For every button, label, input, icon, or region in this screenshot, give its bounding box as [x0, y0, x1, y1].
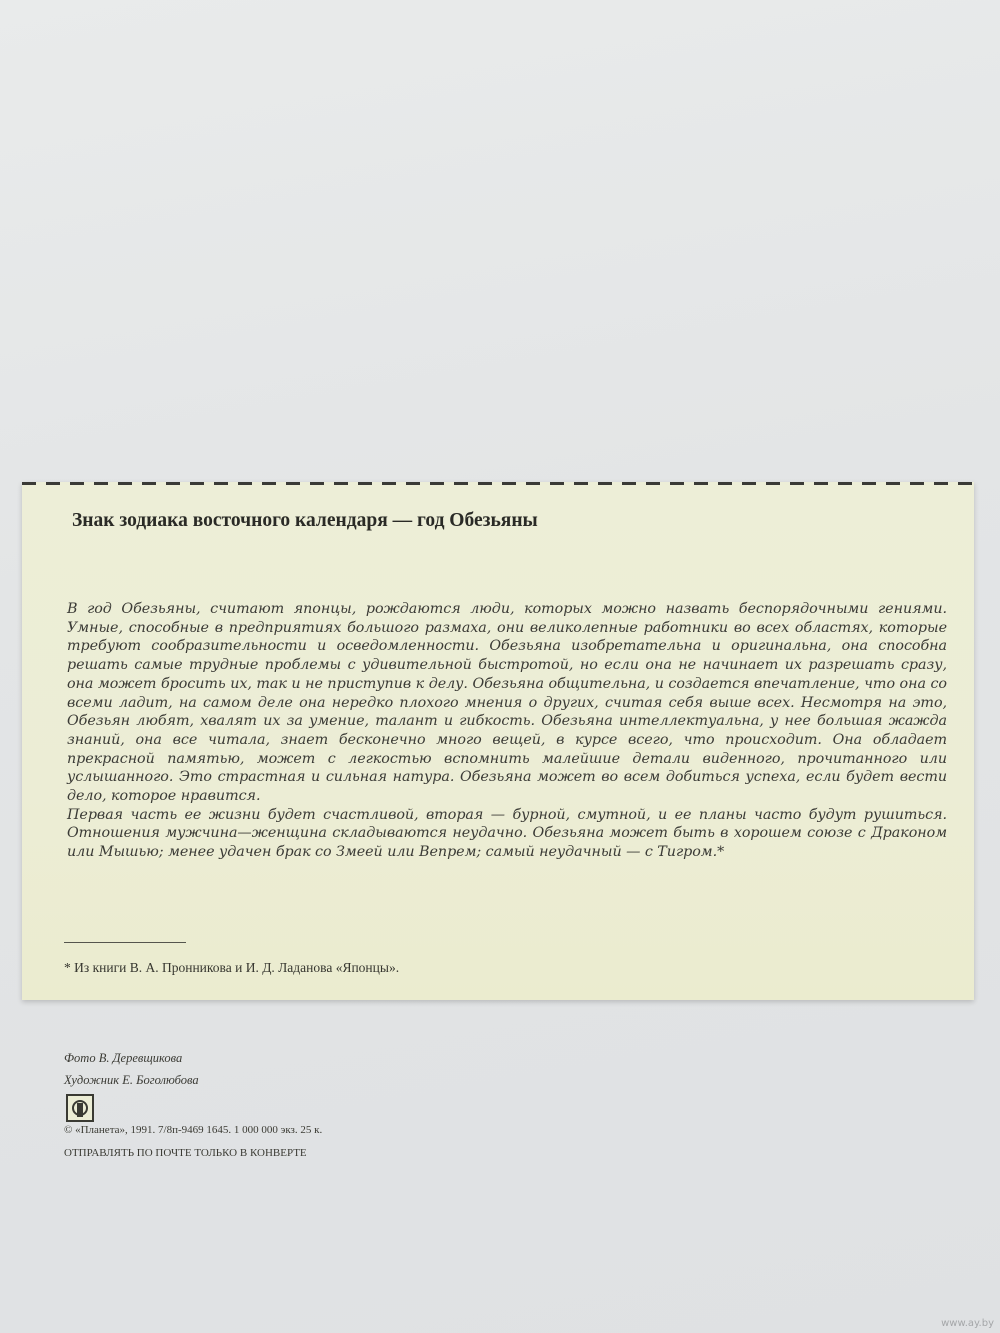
footnote-divider — [64, 942, 186, 943]
planeta-logo-icon — [66, 1094, 94, 1122]
perforation-line — [22, 482, 974, 485]
credits — [64, 1047, 199, 1091]
postcard-back — [22, 482, 974, 1159]
mailing-note: ОТПРАВЛЯТЬ ПО ПОЧТЕ ТОЛЬКО В КОНВЕРТЕ — [64, 1147, 307, 1159]
card-body-text — [67, 600, 947, 862]
photo-credit: Фото В. Деревщикова — [64, 1051, 183, 1065]
card-title: Знак зодиака восточного календаря — год Обезьяны — [72, 510, 538, 531]
body-paragraph-1: В год Обезьяны, считают японцы, рождаются люди, которых можно назвать беспорядочными гениями. Умные, способные в предприятиях большого размаха, они великолепные работники во всех областях, которые требуют сообразительности и осведомленности. Обезьяна изобретательна и оригинальна, она способна решать самые трудные проблемы с удивительной быстротой, но если она не начинает их разрешать сразу, она может бросить их, так и не приступив к делу. Обезьяна общительна, и создается впечатление, что она со всеми ладит, на самом деле она нередко плохого мнения о других, считая себя выше всех. Несмотря на это, Обезьян любят, хвалят их за умение, талант и гибкость. Обезьяна интеллектуальна, у нее большая жажда знаний, она все читала, знает бесконечно много вещей, в курсе всего, что происходит. Она обладает прекрасной памятью, может с легкостью вспомнить малейшие детали виденного, прочитанного или услышанного. Это страстная и сильная натура. Обезьяна может во всем добиться успеха, если будет вести дело, которое нравится. — [67, 601, 947, 805]
footnote: * Из книги В. А. Пронникова и И. Д. Ладанова «Японцы». — [64, 960, 400, 975]
watermark: www.ay.by — [941, 1318, 994, 1329]
artist-credit: Художник Е. Боголюбова — [64, 1073, 199, 1087]
publisher-imprint: © «Планета», 1991. 7/8п-9469 1645. 1 000 000 экз. 25 к. — [64, 1124, 323, 1136]
body-paragraph-2: Первая часть ее жизни будет счастливой, вторая — бурной, смутной, и ее планы часто будут рушиться. Отношения мужчина—женщина складываются неудачно. Обезьяна может быть в хорошем союзе с Драконом или Мышью; менее удачен брак со Змеей или Вепрем; самый неудачный — с Тигром.* — [67, 806, 947, 861]
